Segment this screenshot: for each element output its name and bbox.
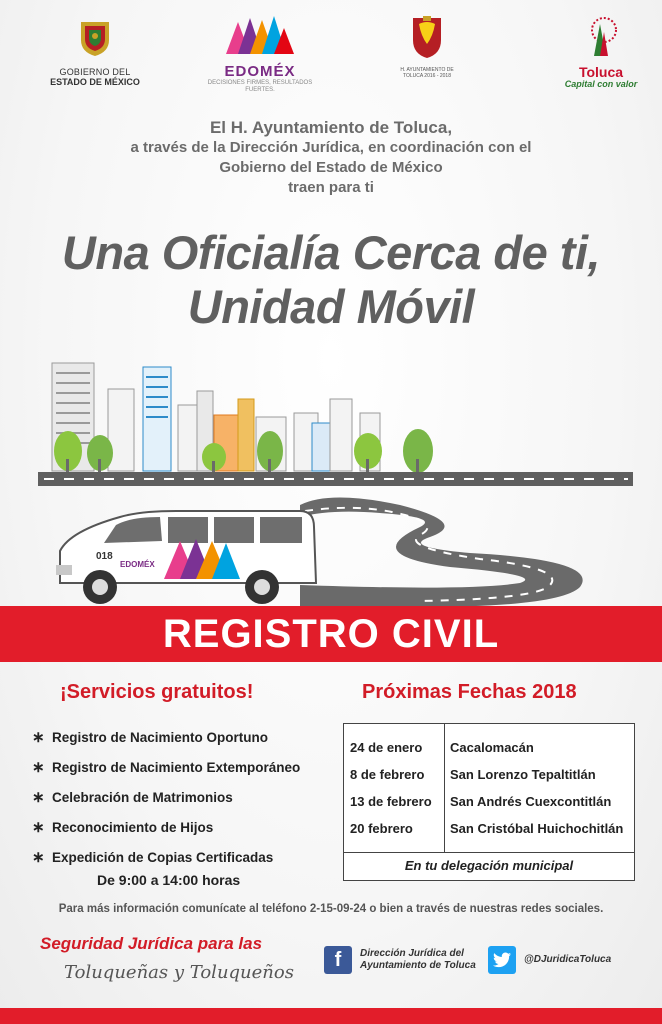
headline	[0, 226, 662, 334]
city-road-van-illustration	[0, 355, 662, 610]
van-number: 018	[96, 551, 113, 562]
van-illustration	[56, 511, 316, 604]
toluca-name: Toluca	[578, 64, 624, 80]
twitter-handle: @DJuridicaToluca	[524, 954, 612, 965]
registro-civil-banner	[0, 606, 662, 662]
edomex-mark-icon	[224, 14, 296, 56]
intro-line4: traen para ti	[288, 179, 374, 196]
twitter-link[interactable]	[488, 946, 611, 974]
services-list	[32, 722, 332, 872]
edomex-tagline: DECISIONES FIRMES, RESULTADOS FUERTES.	[207, 80, 313, 93]
toluca-tagline: Capital con valor	[564, 79, 638, 89]
dates-footer: En tu delegación municipal	[404, 858, 574, 873]
toluca-logo	[556, 16, 646, 89]
intro-line3: Gobierno del Estado de México	[219, 159, 443, 176]
twitter-bird-icon	[493, 952, 511, 968]
ayuntamiento-text: H. AYUNTAMIENTO DE TOLUCA 2016 - 2018	[400, 67, 454, 79]
services-title: ¡Servicios gratuitos!	[60, 681, 254, 703]
banner-text: REGISTRO CIVIL	[162, 612, 500, 656]
service-item: ∗ Reconocimiento de Hijos	[32, 819, 214, 836]
date-cell: 20 febrero	[350, 821, 413, 836]
intro-line1: El H. Ayuntamiento de Toluca,	[209, 118, 453, 137]
van-brand: EDOMÉX	[120, 560, 155, 569]
bullet-icon: ∗	[32, 849, 45, 866]
headline-line1: Una Oficialía Cerca de ti,	[61, 226, 601, 279]
facebook-link[interactable]	[324, 946, 476, 974]
facebook-label: Dirección Jurídica del Ayuntamiento de Toluca	[360, 948, 476, 971]
place-cell: Cacalomacán	[450, 740, 534, 755]
table-row	[344, 734, 634, 761]
bullet-icon: ∗	[32, 759, 45, 776]
place-cell: San Lorenzo Tepaltitlán	[450, 767, 596, 782]
gobierno-line1: GOBIERNO DEL	[59, 67, 131, 77]
bullet-icon: ∗	[32, 789, 45, 806]
toluca-tree-icon	[576, 16, 626, 60]
headline-line2: Unidad Móvil	[187, 280, 475, 333]
edomex-seal-icon	[78, 18, 112, 58]
bullet-icon: ∗	[32, 729, 45, 746]
service-item: ∗ Celebración de Matrimonios	[32, 789, 233, 806]
dates-title: Próximas Fechas 2018	[362, 681, 577, 703]
edomex-name: EDOMÉX	[224, 63, 296, 80]
date-cell: 24 de enero	[350, 740, 423, 755]
date-cell: 8 de febrero	[350, 767, 425, 782]
ayuntamiento-toluca-logo	[392, 14, 462, 79]
gobierno-line2: ESTADO DE MÉXICO	[50, 77, 140, 87]
slogan-line2: Toluqueñas y Toluqueños	[64, 962, 294, 983]
intro	[0, 118, 662, 198]
bottom-bar	[0, 1008, 662, 1024]
facebook-icon[interactable]: f	[324, 946, 352, 974]
service-item: ∗ Registro de Nacimiento Extemporáneo	[32, 759, 301, 776]
dates-table	[343, 723, 635, 881]
date-cell: 13 de febrero	[350, 794, 432, 809]
bullet-icon: ∗	[32, 819, 45, 836]
gobierno-edomex-logo	[40, 18, 150, 87]
service-item: ∗ Registro de Nacimiento Oportuno	[32, 729, 269, 746]
intro-line2: a través de la Dirección Jurídica, en coordinación con el	[130, 139, 532, 156]
place-cell: San Andrés Cuexcontitlán	[450, 794, 612, 809]
table-row	[344, 788, 634, 815]
slogan-line1: Seguridad Jurídica para las	[40, 934, 263, 953]
twitter-icon[interactable]	[488, 946, 516, 974]
toluca-seal-icon	[407, 14, 447, 62]
service-hours: De 9:00 a 14:00 horas	[97, 872, 241, 888]
table-row	[344, 815, 634, 842]
place-cell: San Cristóbal Huichochitlán	[450, 821, 624, 836]
edomex-logo	[205, 14, 315, 94]
more-info-text: Para más información comunícate al teléfono 2-15-09-24 o bien a través de nuestras redes sociales.	[58, 903, 604, 915]
table-row	[344, 761, 634, 788]
service-item: ∗ Expedición de Copias Certificadas	[32, 849, 274, 866]
